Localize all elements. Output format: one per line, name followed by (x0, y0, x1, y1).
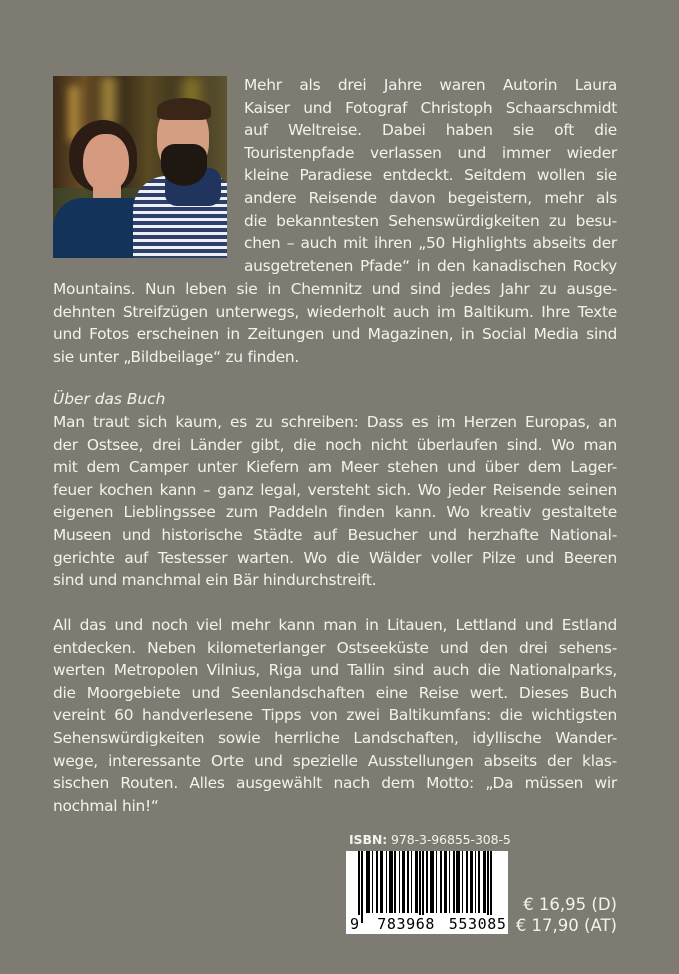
bio-line: ausgetretenen Pfade“ in den kanadischen Rocky (244, 256, 617, 275)
paragraph-line: wege, interessante Orte und spezielle Ausstellungen abseits der klas- (53, 751, 617, 770)
paragraph-line: der Ostsee, drei Länder gibt, die noch nicht überlaufen sind. Wo man (53, 435, 617, 454)
paragraph-line: Man traut sich kaum, es zu schreiben: Dass es im Herzen Europas, an (53, 413, 617, 431)
paragraph-line: sischen Routen. Alles ausgewählt nach dem Motto: „Da müssen wir (53, 774, 617, 793)
barcode (346, 851, 508, 934)
bio-line: und Fotos erscheinen in Zeitungen und Magazinen, in Social Media sind (53, 325, 617, 344)
bio-line: auf Weltreise. Dabei haben sie oft die (244, 121, 617, 140)
paragraph-line: gerichte auf Testesser warten. Wo die Wälder voller Pilze und Beeren (53, 548, 617, 567)
bio-line: die bekanntesten Sehenswürdigkeiten zu besu- (244, 211, 617, 230)
author-photo (53, 76, 227, 258)
barcode-digits (349, 915, 508, 933)
barcode-right-group: 553085 (448, 915, 507, 933)
isbn-number: 978-3-96855-308-5 (391, 832, 511, 847)
paragraph-line: vereint 60 handverlesene Tipps von zwei Baltikumfans: die wichtigsten (53, 706, 617, 725)
price-germany: € 16,95 (D) (523, 895, 617, 914)
paragraph-line: Sehenswürdigkeiten sowie herrliche Landschaften, idyllische Wander- (53, 728, 617, 747)
bio-line: Touristenpfade verlassen und immer wieder (244, 143, 617, 162)
paragraph-line: eigenen Lieblingssee zum Paddeln finden kann. Wo kreativ gestaltete (53, 503, 617, 522)
paragraph-line: sind und manchmal ein Bär hindurchstreift. (53, 571, 377, 590)
paragraph-line: mit dem Camper unter Kiefern am Meer stehen und über dem Lager- (53, 458, 617, 477)
bio-line: Kaiser und Fotograf Christoph Schaarschmidt (244, 98, 617, 117)
bio-line: kleine Paradiese entdeckt. Seitdem wollen sie (244, 166, 617, 185)
barcode-bar (490, 851, 492, 923)
paragraph-line: All das und noch viel mehr kann man in Litauen, Lettland und Estland (53, 616, 617, 634)
about-book-paragraph-2 (53, 614, 617, 817)
author-figure (83, 134, 129, 192)
bio-line: chen – auch mit ihren „50 Highlights abseits der (244, 234, 617, 253)
barcode-first-digit: 9 (350, 915, 360, 933)
paragraph-line: die Moorgebiete und Seenlandschaften eine Reise wert. Dieses Buch (53, 683, 617, 702)
bio-line: sie unter „Bildbeilage“ zu finden. (53, 347, 300, 366)
paragraph-line: werten Metropolen Vilnius, Riga und Tallin sind auch die Nationalparks, (53, 661, 617, 680)
price-austria: € 17,90 (AT) (515, 916, 617, 935)
paragraph-line: nochmal hin!“ (53, 796, 159, 815)
isbn-prefix: ISBN: (349, 832, 388, 847)
photographer-figure (161, 144, 207, 186)
paragraph-line: Museen und historische Städte auf Besucher und herzhafte National- (53, 525, 617, 544)
photographer-figure (157, 98, 211, 120)
about-book-heading: Über das Buch (53, 390, 166, 408)
bio-line: dehnten Streifzügen unterwegs, wiederholt auch im Baltikum. Ihre Texte (53, 302, 617, 321)
paragraph-line: feuer kochen kann – ganz legal, versteht sich. Wo jeder Reisende seinen (53, 480, 617, 499)
author-bio-full-width (53, 278, 617, 368)
barcode-left-group: 783968 (377, 915, 436, 933)
bio-line: Mehr als drei Jahre waren Autorin Laura (244, 76, 617, 94)
photo-background (101, 76, 117, 126)
isbn-label (349, 832, 511, 847)
about-book-paragraph-1 (53, 411, 617, 592)
bio-line: andere Reisende davon begeistern, mehr als (244, 188, 617, 207)
bio-line: Mountains. Nun leben sie in Chemnitz und sind jedes Jahr zu ausge- (53, 280, 617, 298)
barcode-bars (358, 851, 492, 919)
paragraph-line: entdecken. Neben kilometerlanger Ostseeküste und den drei sehens- (53, 638, 617, 657)
author-bio-beside-photo (244, 74, 617, 277)
